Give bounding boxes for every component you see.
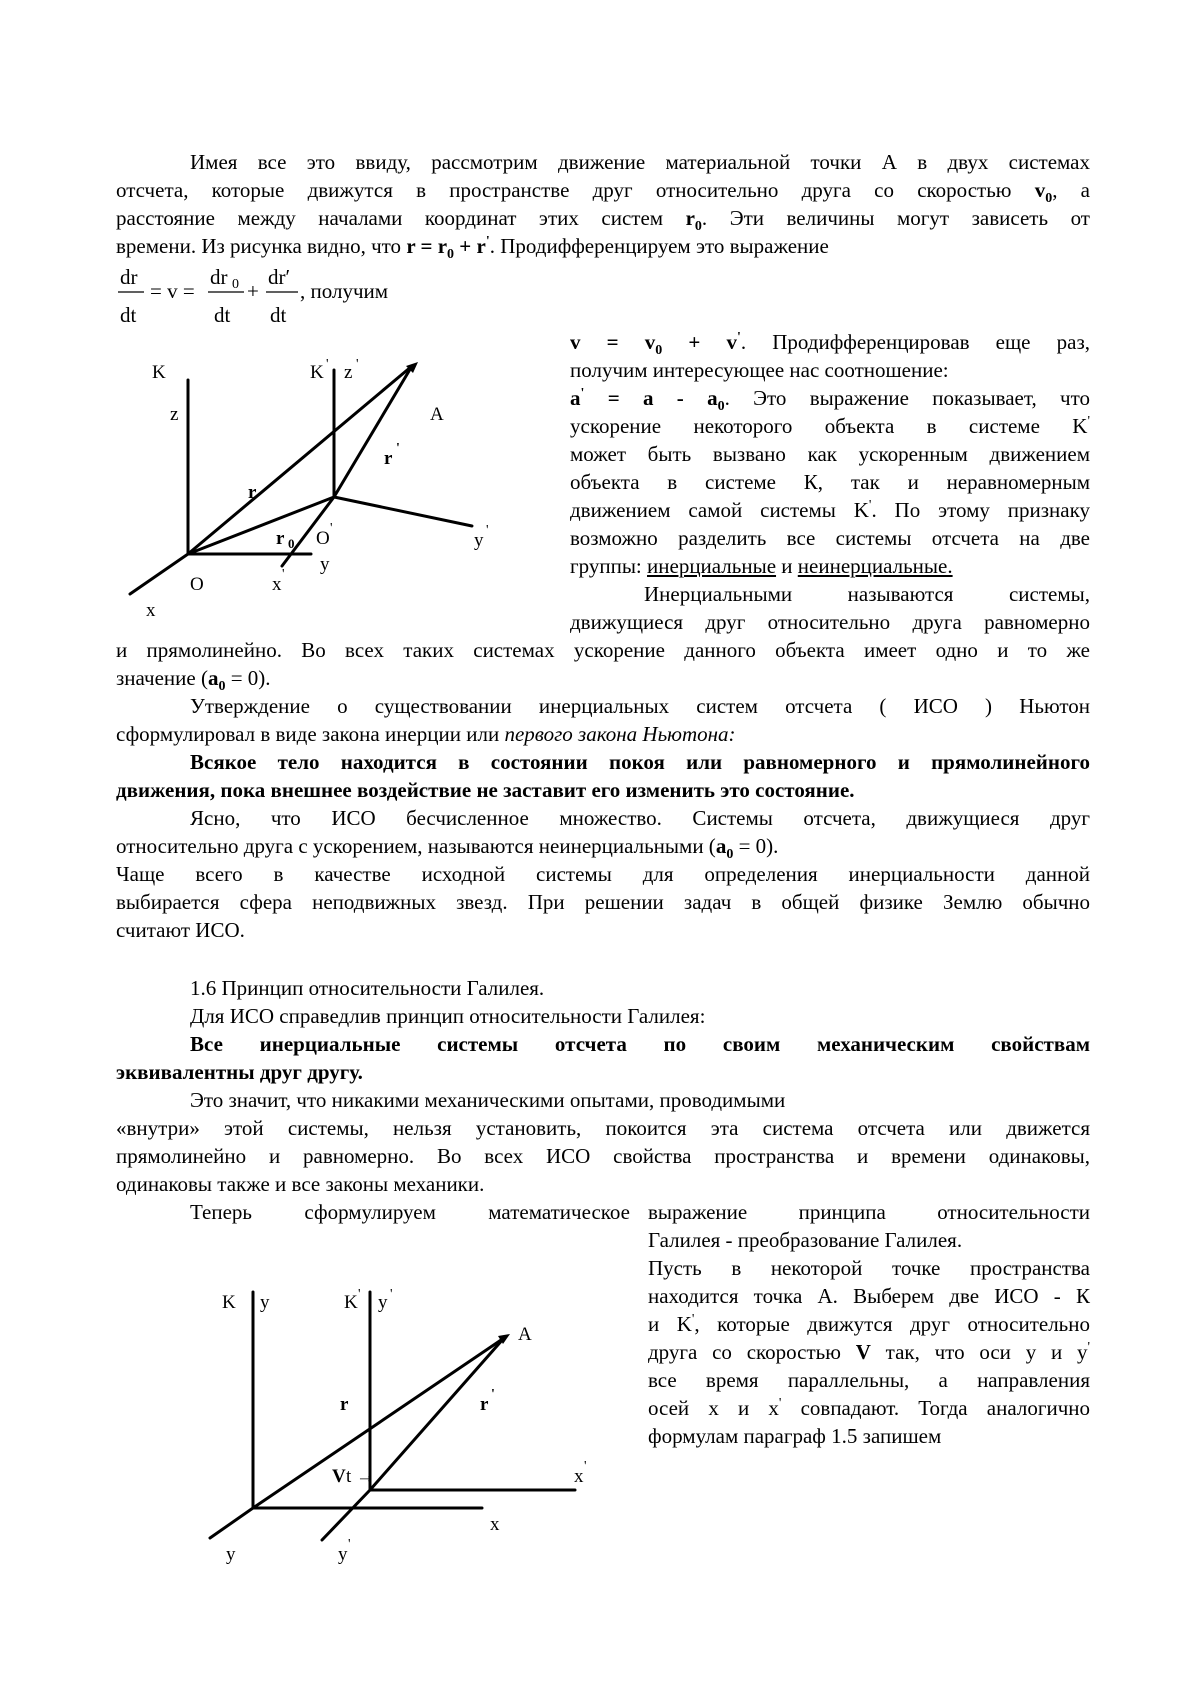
newton-law-line-1: Всякое тело находится в состоянии покоя или равномерного и прямолинейного: [190, 750, 1090, 774]
fig2-prime-k: ': [358, 1287, 361, 1302]
fig1-label-a: A: [430, 404, 444, 425]
paragraph-6-line-4: одинаковы также и все законы механики.: [116, 1172, 485, 1196]
right-col-line-3: $a' = a - a_0$. Это выражение показывает, что: [570, 386, 1090, 415]
right-col-line-9: группы: инерциальные и неинерциальные.: [570, 554, 953, 578]
fig2-label-yprime-bottom: y: [338, 1544, 348, 1565]
fig1-label-x: x: [146, 600, 156, 621]
formula-denominator-dt-2: dt: [214, 303, 231, 327]
section-heading: 1.6 Принцип относительности Галилея.: [190, 976, 545, 1000]
fig2-label-t-arrow: t →: [346, 1466, 376, 1487]
fig2-label-xprime: x: [574, 1466, 584, 1487]
formula-denominator-dt: dt: [120, 303, 137, 327]
fig2-label-x: x: [490, 1514, 500, 1535]
formula-trailing-text: , получим: [300, 279, 389, 303]
paragraph-7-line-3: Пусть в некоторой точке пространства: [648, 1256, 1090, 1280]
fig2-prime-y: ': [390, 1287, 393, 1302]
fig1-prime-z: ': [356, 357, 359, 372]
fig1-label-yprime: y: [474, 530, 484, 551]
derivative-formula: [110, 262, 440, 330]
fig2-label-rprime: r: [480, 1394, 489, 1415]
galileo-principle-line-1: Все инерциальные системы отсчета по своим механическим свойствам: [190, 1032, 1090, 1056]
paragraph-7-line-6: друга со скоростью V так, что оси y и y': [648, 1340, 1090, 1364]
fig1-label-oprime: O: [316, 528, 330, 549]
fig1-label-kprime: K: [310, 362, 324, 383]
right-col-line-5: может быть вызвано как ускоренным движением: [570, 442, 1090, 466]
formula-numerator-dr: dr: [120, 265, 138, 289]
paragraph-7-line-9: формулам параграф 1.5 запишем: [648, 1424, 942, 1448]
fig2-label-yprime: y: [378, 1292, 388, 1313]
right-col-line-4: ускорение некоторого объекта в системе K': [570, 414, 1090, 438]
formula-equals-v: = v =: [150, 279, 195, 303]
paragraph-6-line-2: «внутри» этой системы, нельзя установить, покоится эта система отсчета или движется: [116, 1116, 1090, 1140]
fig1-label-r0: r: [276, 528, 285, 549]
fig1-prime-x: ': [282, 567, 285, 582]
paragraph-7-line-8: осей x и x' совпадают. Тогда аналогично: [648, 1396, 1090, 1420]
fig2-label-k: K: [222, 1292, 236, 1313]
formula-numerator-drprime: dr′: [268, 265, 291, 289]
paragraph-1-line-4: времени. Из рисунка видно, что $r = r_0 + r'$. Продифференцируем это выражение: [116, 234, 829, 263]
figure-reference-frames-k-kprime: [116, 340, 536, 630]
fig2-prime-x: ': [584, 1459, 587, 1474]
formula-denominator-dt-3: dt: [270, 303, 287, 327]
fig2-prime-y-bottom: ': [348, 1537, 351, 1552]
newton-law-line-2: движения, пока внешнее воздействие не заставит его изменить это состояние.: [116, 778, 855, 802]
paragraph-1-line-1: Имея все это ввиду, рассмотрим движение материальной точки А в двух системах: [190, 150, 1090, 174]
fig2-label-a: A: [518, 1324, 532, 1345]
formula-plus: +: [247, 279, 259, 303]
paragraph-3-line-2: сформулировал в виде закона инерции или первого закона Ньютона:: [116, 722, 736, 746]
section-intro: Для ИСО справедлив принцип относительности Галилея:: [190, 1004, 706, 1028]
paragraph-1-line-3: расстояние между началами координат этих систем $r_0$. Эти величины могут зависеть от: [116, 206, 1090, 235]
paragraph-7-line-4: находится точка А. Выберем две ИСО - К: [648, 1284, 1090, 1308]
paragraph-5-line-3: считают ИСО.: [116, 918, 245, 942]
fig2-label-v: V: [332, 1466, 346, 1487]
fig1-label-r: r: [248, 482, 257, 503]
fig1-label-z: z: [170, 404, 179, 425]
fig1-prime-r: ': [396, 441, 400, 456]
right-col-line-2: получим интересующее нас соотношение:: [570, 358, 949, 382]
fig1-label-k: K: [152, 362, 166, 383]
paragraph-6-line-3: прямолинейно и равномерно. Во всех ИСО свойства пространства и времени одинаковы,: [116, 1144, 1090, 1168]
fig1-prime-k: ': [326, 357, 329, 372]
formula-numerator-dr0: dr: [210, 265, 228, 289]
paragraph-5-line-1: Чаще всего в качестве исходной системы для определения инерциальности данной: [116, 862, 1090, 886]
fig1-label-y: y: [320, 554, 330, 575]
paragraph-7-line-2: Галилея - преобразование Галилея.: [648, 1228, 963, 1252]
fig2-label-r: r: [340, 1394, 349, 1415]
paragraph-2-line-1: и прямолинейно. Во всех таких системах ускорение данного объекта имеет одно и то же: [116, 638, 1090, 662]
paragraph-4-line-2: относительно друга с ускорением, называются неинерциальными $(a_0 = 0)$.: [116, 834, 779, 863]
paragraph-7-line-5: и K', которые движутся друг относительно: [648, 1312, 1090, 1336]
fig1-label-zprime: z: [344, 362, 353, 383]
paragraph-5-line-2: выбирается сфера неподвижных звезд. При решении задач в общей физике Землю обычно: [116, 890, 1090, 914]
paragraph-7-line-7: все время параллельны, а направления: [648, 1368, 1090, 1392]
paragraph-6-line-1: Это значит, что никакими механическими опытами, проводимыми: [190, 1088, 786, 1112]
fig1-prime-o: ': [330, 521, 333, 536]
paragraph-4-line-1: Ясно, что ИСО бесчисленное множество. Системы отсчета, движущиеся друг: [190, 806, 1090, 830]
formula-subscript-0: 0: [232, 277, 239, 292]
fig1-prime-y: ': [486, 523, 489, 538]
right-col-line-8: возможно разделить все системы отсчета на две: [570, 526, 1090, 550]
galileo-principle-line-2: эквивалентны друг другу.: [116, 1060, 363, 1084]
paragraph-7-line-1b: выражение принципа относительности: [648, 1200, 1090, 1224]
fig1-label-rprime: r: [384, 448, 393, 469]
paragraph-1-line-2: отсчета, которые движутся в пространстве друг относительно друга со скоростью $v_0$, а: [116, 178, 1090, 207]
right-col-line-6: объекта в системе К, так и неравномерным: [570, 470, 1090, 494]
fig1-label-xprime: x: [272, 574, 282, 595]
paragraph-7-line-1a: Теперь сформулируем математическое: [190, 1200, 630, 1224]
right-col-line-10: Инерциальными называются системы,: [644, 582, 1090, 606]
fig2-prime-r: ': [491, 1387, 495, 1402]
paragraph-2-line-2: значение $(a_0 = 0)$.: [116, 666, 271, 695]
fig2-label-y-bottom: y: [226, 1544, 236, 1565]
paragraph-3-line-1: Утверждение о существовании инерциальных систем отсчета ( ИСО ) Ньютон: [190, 694, 1090, 718]
right-col-line-11: движущиеся друг относительно друга равномерно: [570, 610, 1090, 634]
fig2-label-y: y: [260, 1292, 270, 1313]
fig1-label-r0-subscript: 0: [288, 536, 295, 551]
fig2-label-kprime: K: [344, 1292, 358, 1313]
figure-galilean-transformation: [200, 1280, 620, 1570]
right-col-line-7: движением самой системы K'. По этому признаку: [570, 498, 1090, 522]
right-col-line-1: $v = v_0 + v'$. Продифференцировав еще раз,: [570, 330, 1090, 359]
fig1-label-o: O: [190, 574, 204, 595]
